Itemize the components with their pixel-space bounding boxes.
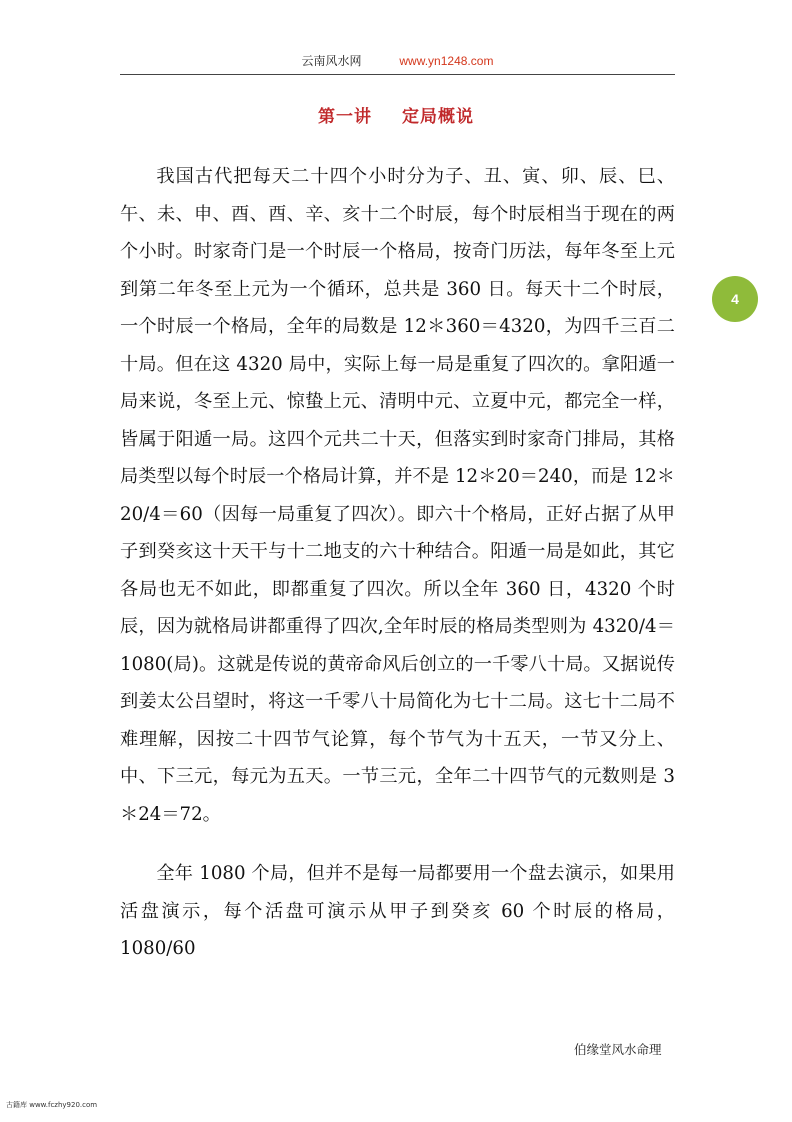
paragraph: 全年 1080 个局，但并不是每一局都要用一个盘去演示，如果用活盘演示，每个活盘可演示从甲子到癸亥 60 个时辰的格局，1080/60 <box>120 863 675 959</box>
page-header <box>120 54 675 75</box>
footer-watermark: 古籍库 www.fczhy920.com <box>6 1101 98 1109</box>
body-text <box>120 158 675 968</box>
title-topic: 定局概说 <box>402 107 474 127</box>
header-site-url[interactable]: www.yn1248.com <box>399 54 494 68</box>
page-title <box>0 106 792 128</box>
paragraph: 我国古代把每天二十四个小时分为子、丑、寅、卯、辰、巳、午、未、申、酉、酉、辛、亥十二个时辰，每个时辰相当于现在的两个小时。时家奇门是一个时辰一个格局，按奇门历法，每年冬至上元到第二年冬至上元为一个循环，总共是 360 日。每天十二个时辰，一个时辰一个格局，全年的局数是 12＊360＝4320，为四千三百二十局。但在这 4320 局中，实际上每一局是重复了四次的。拿阳遁一局来说，冬至上元、惊蛰上元、清明中元、立夏中元，都完全一样，皆属于阳遁一局。这四个元共二十天，但落实到时家奇门排局，其格局类型以每个时辰一个格局计算，并不是 12＊20＝240，而是 12＊20/4＝60（因每一局重复了四次）。即六十个格局，正好占据了从甲子到癸亥这十天干与十二地支的六十种结合。阳遁一局是如此，其它各局也无不如此，即都重复了四次。所以全年 360 日，4320 个时辰，因为就格局讲都重得了四次,全年时辰的格局类型则为 4320/4＝1080(局)。这就是传说的黄帝命风后创立的一千零八十局。又据说传到姜太公吕望时，将这一千零八十局简化为七十二局。这七十二局不难理解，因按二十四节气论算，每个节气为十五天，一节又分上、中、下三元，每元为五天。一节三元，全年二十四节气的元数则是 3＊24＝72。 <box>120 166 675 825</box>
title-lecture-number: 第一讲 <box>318 107 372 127</box>
header-site-name: 云南风水网 <box>301 54 362 68</box>
page-number-badge: 4 <box>712 276 758 322</box>
footer-brand: 伯缘堂风水命理 <box>574 1042 662 1057</box>
